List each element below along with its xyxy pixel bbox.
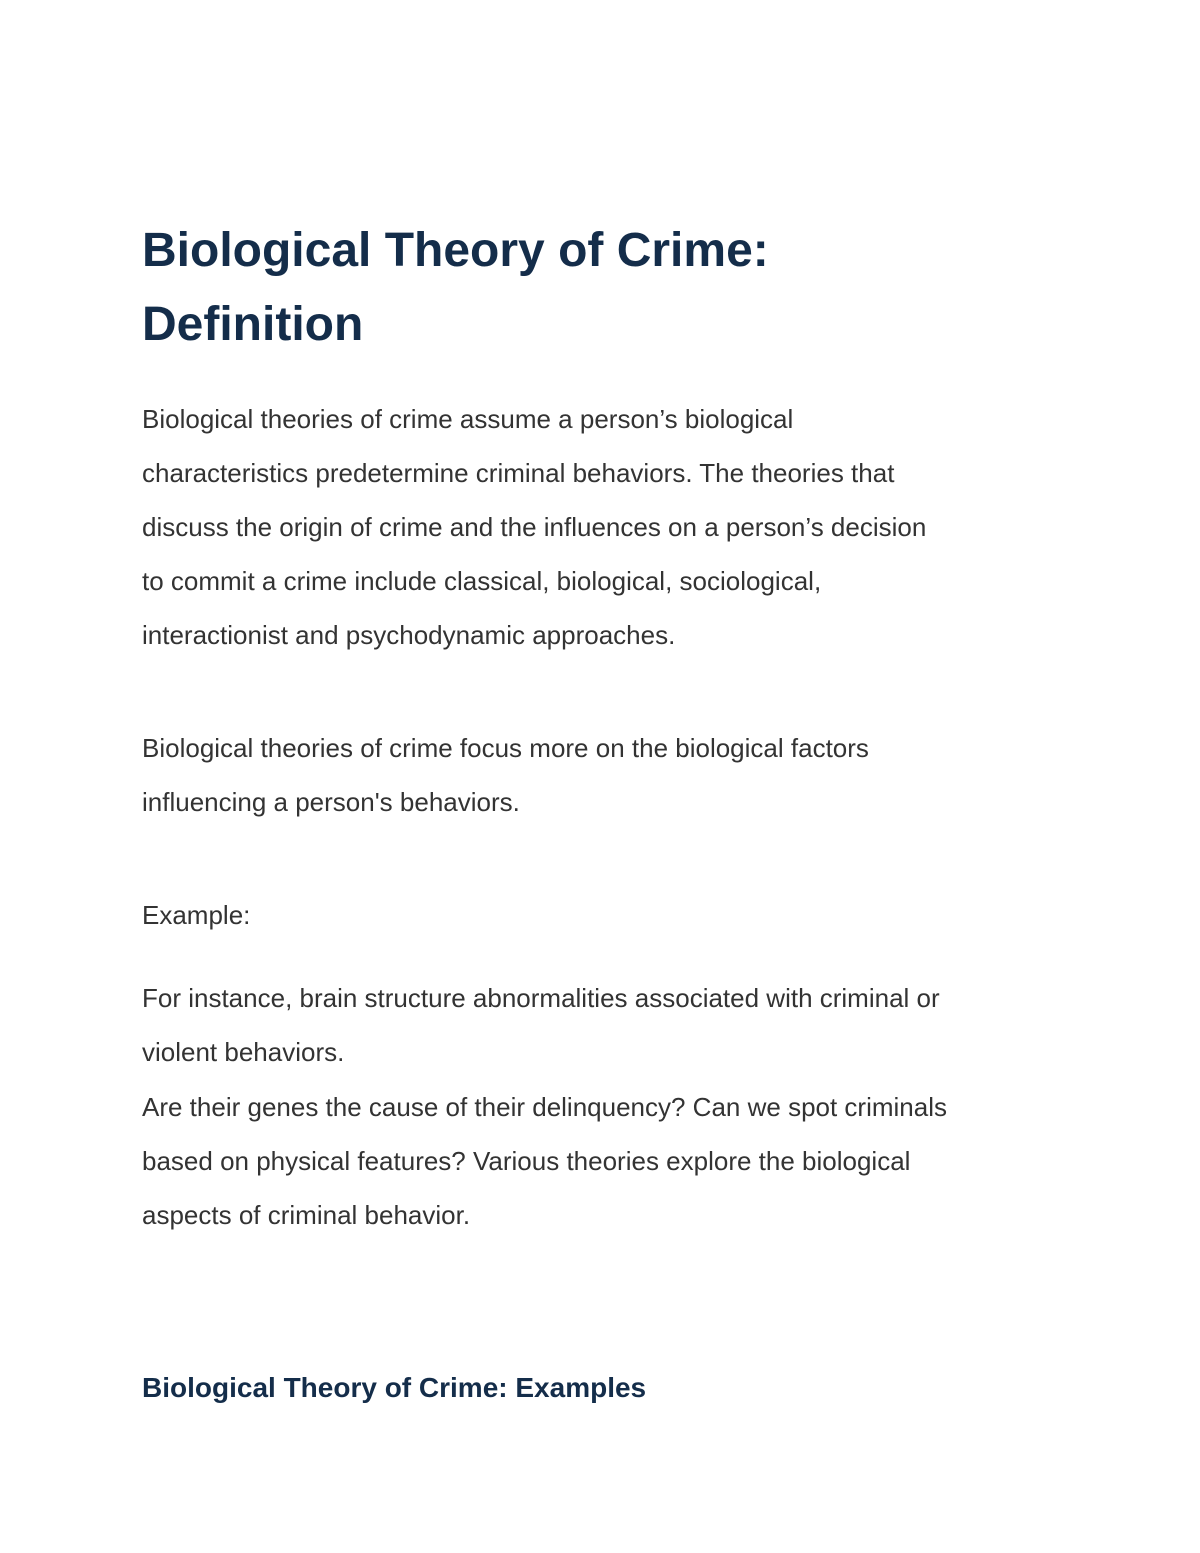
title-line: Biological Theory of Crime: (142, 224, 769, 277)
example-label (142, 888, 1082, 942)
title-line: Definition (142, 298, 364, 351)
text-line: Are their genes the cause of their delinquency? Can we spot criminals (142, 1092, 947, 1122)
questions-paragraph (142, 1080, 1082, 1242)
page-title (142, 214, 1082, 362)
text-line: For instance, brain structure abnormalities associated with criminal or (142, 983, 940, 1013)
example-paragraph (142, 971, 1082, 1079)
text-line: violent behaviors. (142, 1037, 345, 1067)
text-line: influencing a person's behaviors. (142, 787, 520, 817)
text-line: discuss the origin of crime and the influences on a person’s decision (142, 512, 927, 542)
text-line: Example: (142, 900, 251, 930)
definition-paragraph (142, 392, 1082, 662)
section-heading: Biological Theory of Crime: Examples (142, 1372, 647, 1403)
text-line: characteristics predetermine criminal behaviors. The theories that (142, 458, 895, 488)
text-line: Biological theories of crime assume a person’s biological (142, 404, 794, 434)
text-line: to commit a crime include classical, biological, sociological, (142, 566, 822, 596)
text-line: based on physical features? Various theories explore the biological (142, 1146, 911, 1176)
text-line: Biological theories of crime focus more on the biological factors (142, 733, 869, 763)
text-line: interactionist and psychodynamic approaches. (142, 620, 676, 650)
text-line: aspects of criminal behavior. (142, 1200, 471, 1230)
focus-paragraph (142, 721, 1082, 829)
